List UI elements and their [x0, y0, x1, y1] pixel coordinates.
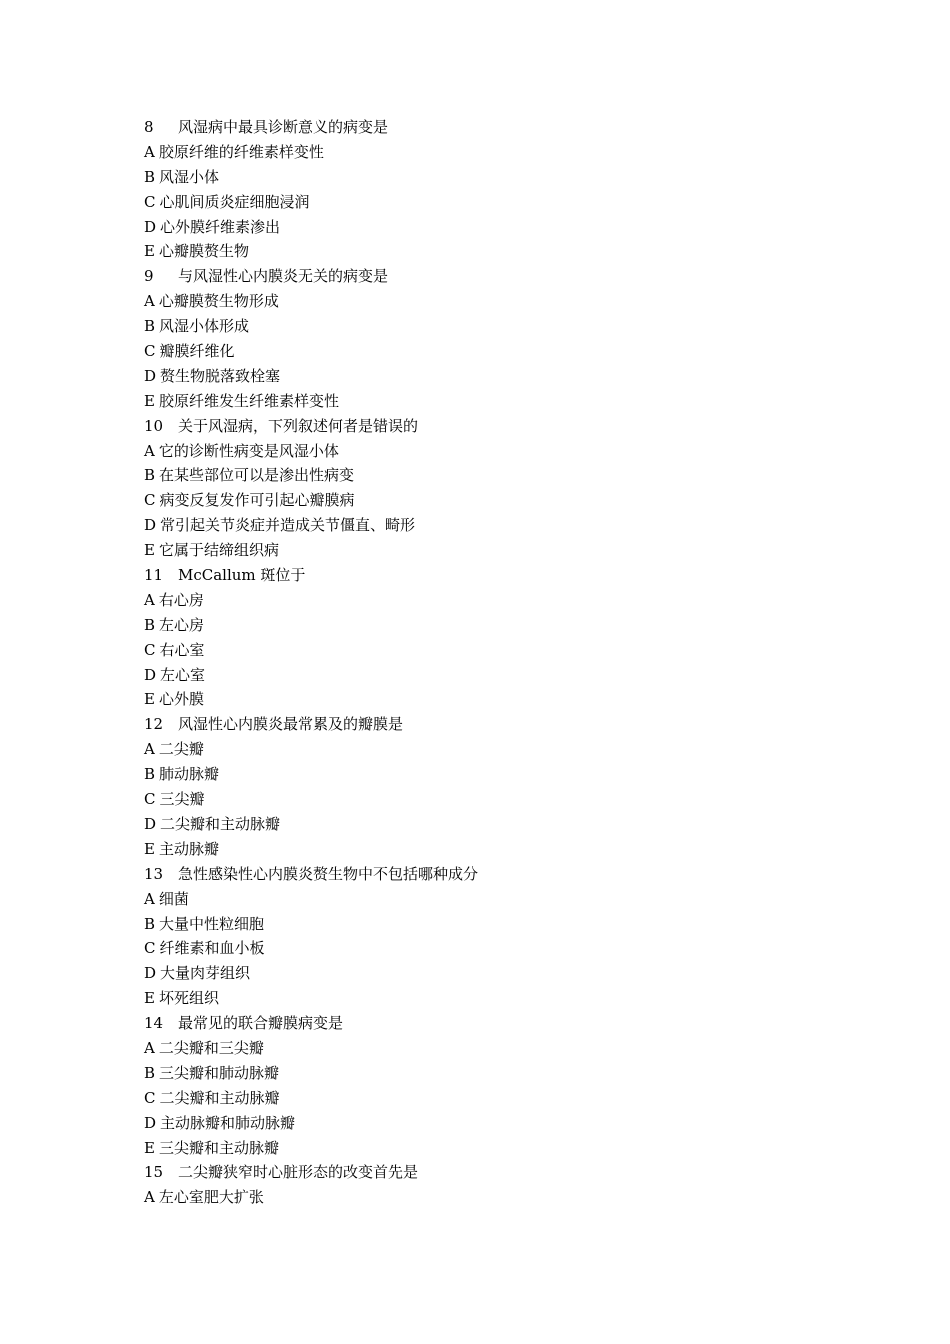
- option-letter: A: [144, 142, 155, 161]
- option-text: 二尖瓣: [158, 740, 204, 759]
- option-text: 三尖瓣: [159, 790, 205, 809]
- option-letter: B: [144, 466, 156, 485]
- question-number: 11: [144, 566, 164, 585]
- option-line: [144, 687, 844, 712]
- option-text: 胶原纤维发生纤维素样变性: [158, 391, 339, 410]
- option-text: 主动脉瓣和肺动脉瓣: [160, 1113, 296, 1132]
- question-line: [144, 1160, 844, 1185]
- option-letter: B: [144, 1063, 156, 1082]
- option-letter: C: [144, 192, 156, 211]
- option-letter: D: [144, 366, 157, 385]
- option-line: [144, 762, 844, 787]
- option-letter: A: [144, 590, 155, 609]
- option-letter: B: [144, 615, 156, 634]
- option-letter: A: [144, 889, 155, 908]
- option-text: 三尖瓣和主动脉瓣: [158, 1138, 279, 1157]
- question-number: 9: [144, 267, 154, 286]
- option-line: [144, 1061, 844, 1086]
- option-letter: B: [144, 317, 156, 336]
- option-text: 左心室肥大扩张: [158, 1188, 264, 1207]
- option-text: 坏死组织: [158, 989, 219, 1008]
- option-line: [144, 314, 844, 339]
- option-letter: C: [144, 491, 156, 510]
- option-line: [144, 1111, 844, 1136]
- option-line: [144, 239, 844, 264]
- option-text: 瓣膜纤维化: [159, 342, 235, 361]
- option-line: [144, 165, 844, 190]
- option-line: [144, 961, 844, 986]
- option-text: 心肌间质炎症细胞浸润: [159, 192, 310, 211]
- question-number: 10: [144, 416, 164, 435]
- option-line: [144, 439, 844, 464]
- option-line: [144, 837, 844, 862]
- option-text: 右心室: [159, 640, 205, 659]
- question-number: 13: [144, 864, 164, 883]
- option-letter: D: [144, 814, 157, 833]
- option-letter: A: [144, 740, 155, 759]
- option-line: [144, 787, 844, 812]
- option-text: 二尖瓣和三尖瓣: [158, 1038, 264, 1057]
- option-letter: C: [144, 342, 156, 361]
- option-text: 病变反复发作可引起心瓣膜病: [159, 491, 355, 510]
- option-text: 肺动脉瓣: [159, 765, 220, 784]
- question-line: [144, 115, 844, 140]
- option-line: [144, 364, 844, 389]
- option-letter: C: [144, 939, 156, 958]
- option-line: [144, 339, 844, 364]
- question-line: [144, 862, 844, 887]
- question-number: 8: [144, 118, 154, 136]
- option-text: 常引起关节炎症并造成关节僵直、畸形: [160, 516, 416, 535]
- option-line: [144, 1086, 844, 1111]
- question-text: 风湿性心内膜炎最常累及的瓣膜是: [178, 715, 404, 734]
- option-line: [144, 613, 844, 638]
- option-text: 它的诊断性病变是风湿小体: [158, 441, 339, 460]
- option-text: 纤维素和血小板: [159, 939, 265, 958]
- option-letter: D: [144, 665, 157, 684]
- question-text: 与风湿性心内膜炎无关的病变是: [178, 267, 389, 286]
- option-line: [144, 986, 844, 1011]
- option-letter: B: [144, 914, 156, 933]
- option-letter: D: [144, 217, 157, 236]
- option-text: 风湿小体: [159, 167, 220, 186]
- option-text: 二尖瓣和主动脉瓣: [160, 814, 281, 833]
- option-letter: B: [144, 167, 156, 186]
- question-line: [144, 712, 844, 737]
- option-text: 右心房: [158, 590, 204, 609]
- question-line: [144, 563, 844, 588]
- option-text: 细菌: [158, 889, 189, 908]
- option-text: 心外膜: [158, 690, 204, 709]
- question-text: 风湿病中最具诊断意义的病变是: [178, 118, 389, 136]
- option-text: 在某些部位可以是渗出性病变: [159, 466, 355, 485]
- option-line: [144, 1136, 844, 1161]
- option-letter: C: [144, 640, 156, 659]
- option-letter: C: [144, 1088, 156, 1107]
- option-letter: D: [144, 516, 157, 535]
- question-line: [144, 1011, 844, 1036]
- option-letter: A: [144, 441, 155, 460]
- option-letter: C: [144, 790, 156, 809]
- option-line: [144, 812, 844, 837]
- option-text: 大量肉芽组织: [160, 964, 251, 983]
- question-number: 12: [144, 715, 164, 734]
- option-text: 胶原纤维的纤维素样变性: [158, 142, 324, 161]
- question-number: 14: [144, 1014, 164, 1033]
- option-text: 风湿小体形成: [159, 317, 250, 336]
- option-line: [144, 737, 844, 762]
- option-line: [144, 389, 844, 414]
- option-letter: E: [144, 839, 155, 858]
- option-letter: E: [144, 1138, 155, 1157]
- question-number: 15: [144, 1163, 164, 1182]
- option-line: [144, 488, 844, 513]
- option-line: [144, 588, 844, 613]
- option-text: 心瓣膜赘生物形成: [158, 292, 279, 311]
- option-text: 心外膜纤维素渗出: [160, 217, 281, 236]
- question-line: [144, 414, 844, 439]
- option-text: 左心房: [159, 615, 205, 634]
- option-line: [144, 140, 844, 165]
- option-line: [144, 538, 844, 563]
- option-letter: A: [144, 1188, 155, 1207]
- option-letter: D: [144, 1113, 157, 1132]
- option-line: [144, 936, 844, 961]
- option-text: 二尖瓣和主动脉瓣: [159, 1088, 280, 1107]
- option-line: [144, 638, 844, 663]
- option-letter: E: [144, 391, 155, 410]
- question-line: [144, 264, 844, 289]
- option-letter: B: [144, 765, 156, 784]
- option-text: 三尖瓣和肺动脉瓣: [159, 1063, 280, 1082]
- option-line: [144, 190, 844, 215]
- option-letter: E: [144, 690, 155, 709]
- question-text: 急性感染性心内膜炎赘生物中不包括哪种成分: [178, 864, 479, 883]
- question-text: 二尖瓣狭窄时心脏形态的改变首先是: [178, 1163, 419, 1182]
- option-text: 主动脉瓣: [158, 839, 219, 858]
- option-text: 左心室: [160, 665, 206, 684]
- option-line: [144, 463, 844, 488]
- option-letter: A: [144, 292, 155, 311]
- question-text: McCallum 斑位于: [178, 566, 306, 585]
- option-text: 大量中性粒细胞: [159, 914, 265, 933]
- option-line: [144, 1036, 844, 1061]
- option-line: [144, 289, 844, 314]
- option-text: 赘生物脱落致栓塞: [160, 366, 281, 385]
- document-page: [144, 115, 844, 1210]
- option-line: [144, 887, 844, 912]
- option-line: [144, 215, 844, 240]
- option-letter: D: [144, 964, 157, 983]
- option-text: 它属于结缔组织病: [158, 541, 279, 560]
- option-letter: A: [144, 1038, 155, 1057]
- option-letter: E: [144, 989, 155, 1008]
- option-text: 心瓣膜赘生物: [158, 242, 249, 261]
- option-line: [144, 513, 844, 538]
- question-text: 最常见的联合瓣膜病变是: [178, 1014, 344, 1033]
- question-text: 关于风湿病，下列叙述何者是错误的: [178, 416, 419, 435]
- option-line: [144, 1185, 844, 1210]
- option-letter: E: [144, 242, 155, 261]
- option-line: [144, 663, 844, 688]
- option-letter: E: [144, 541, 155, 560]
- option-line: [144, 912, 844, 937]
